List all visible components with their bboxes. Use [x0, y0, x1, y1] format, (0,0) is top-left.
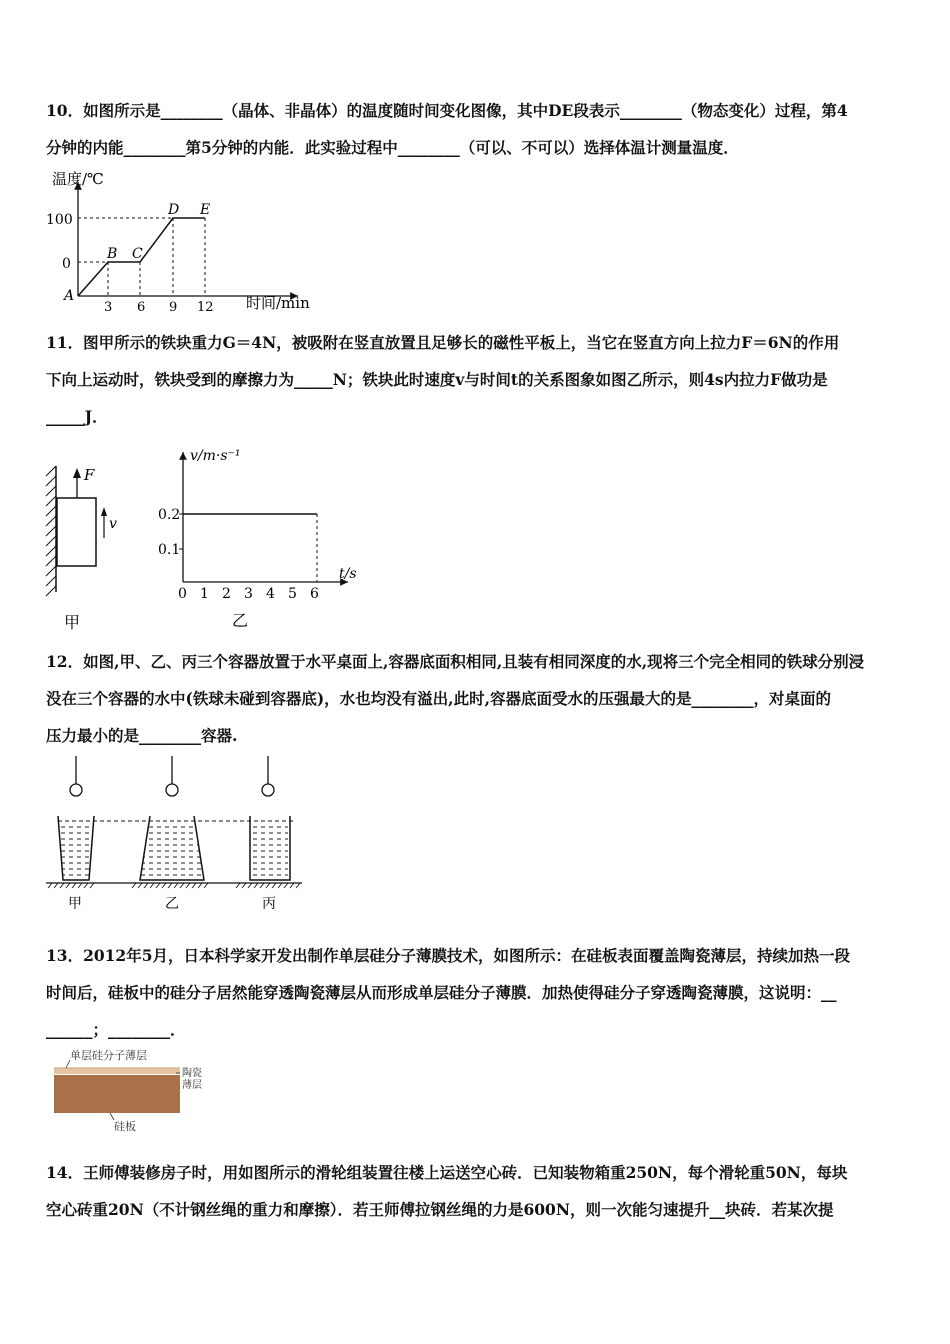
q12-containers-figure: [44, 752, 314, 916]
q13-silicon-film-figure: [48, 1044, 218, 1134]
q10-xtick-6: 6: [137, 300, 146, 315]
q10-xtick-3: 3: [104, 300, 113, 315]
question-10-line-1: 10．如图所示是________（晶体、非晶体）的温度随时间变化图像，其中DE段表示________（物态变化）过程，第4: [46, 101, 848, 120]
q13-silicon-film: [54, 1068, 180, 1074]
q11-y-label: v/m·s⁻¹: [190, 448, 241, 464]
q13-ceramic-label-1: 陶瓷: [182, 1068, 202, 1079]
question-11-line-2: 下向上运动时，铁块受到的摩擦力为_____N；铁块此时速度v与时间t的关系图象如图乙所示，则4s内拉力F做功是: [46, 370, 828, 389]
q10-temperature-graph: [40, 168, 330, 318]
q10-point-c: C: [132, 246, 143, 262]
q11-x-label: t/s: [339, 566, 357, 582]
q10-point-d: D: [168, 202, 180, 218]
q11-x-ticks: [178, 586, 319, 602]
q13-film-label: 单层硅分子薄层: [70, 1049, 147, 1062]
q10-x-label: 时间/min: [246, 294, 310, 312]
q11-velocity-arrowhead: [101, 507, 107, 516]
question-14-line-2: 空心砖重20N（不计钢丝绳的重力和摩擦）．若王师傅拉钢丝绳的力是600N，则一次能匀速提升__块砖．若某次提: [46, 1200, 834, 1219]
q11-ytick-0-2: 0.2: [158, 507, 181, 523]
q10-ytick-100: 100: [46, 212, 73, 228]
q10-xtick-12: 12: [197, 300, 214, 315]
question-13-line-1: 13．2012年5月，日本科学家开发出制作单层硅分子薄膜技术，如图所示：在硅板表面覆盖陶瓷薄层，持续加热一段: [46, 946, 850, 965]
q12-label-jia: 甲: [68, 896, 82, 912]
q11-velocity-time-graph: [152, 440, 372, 630]
q11-wall-hatching: [46, 466, 56, 596]
q12-label-yi: 乙: [165, 896, 179, 912]
q11-iron-block-figure: [44, 460, 124, 630]
q10-point-a: A: [64, 288, 75, 304]
question-13-line-3: ______；________．: [46, 1020, 186, 1039]
q11-ytick-0-1: 0.1: [158, 542, 181, 558]
q11-xtick: 0: [178, 586, 187, 602]
q11-xtick: 4: [266, 586, 275, 602]
q10-point-e: E: [200, 202, 211, 218]
q13-ceramic-label-2: 薄层: [182, 1080, 202, 1091]
question-13-line-2: 时间后，硅板中的硅分子居然能穿透陶瓷薄层从而形成单层硅分子薄膜．加热使得硅分子穿透陶瓷薄膜，这说明：__: [46, 983, 837, 1002]
q11-xtick: 6: [310, 586, 319, 602]
q12-container-bing: [250, 756, 290, 880]
q12-table-hatching: [48, 883, 300, 888]
question-10-line-2: 分钟的内能________第5分钟的内能．此实验过程中________（可以、不可以）选择体温计测量温度．: [46, 138, 739, 157]
question-12: [46, 643, 908, 754]
q11-velocity-label: v: [109, 516, 117, 532]
question-11-line-1: 11．图甲所示的铁块重力G＝4N，被吸附在竖直放置且足够长的磁性平板上，当它在竖直方向上拉力F＝6N的作用: [46, 333, 840, 352]
q12-container-yi: [140, 756, 204, 880]
question-10: [46, 92, 908, 166]
q11-xtick: 3: [244, 586, 253, 602]
q13-plate-pointer: [110, 1113, 114, 1120]
q11-xtick: 5: [288, 586, 297, 602]
q12-container-jia: [58, 756, 94, 880]
question-14-line-1: 14．王师傅装修房子时，用如图所示的滑轮组装置往楼上运送空心砖．已知装物箱重250N，每个滑轮重50N，每块: [46, 1163, 848, 1182]
q10-ytick-0: 0: [62, 256, 71, 272]
question-11-line-3: _____J．: [46, 407, 108, 426]
question-11: [46, 324, 908, 435]
question-12-line-3: 压力最小的是________容器.: [46, 726, 238, 745]
q10-point-b: B: [107, 246, 118, 262]
q11-iron-block: [57, 498, 96, 566]
q11-force-label: F: [84, 466, 95, 484]
q11-xtick: 1: [200, 586, 209, 602]
question-13: [46, 937, 908, 1048]
question-12-line-2: 没在三个容器的水中(铁球未碰到容器底)，水也均没有溢出,此时,容器底面受水的压强最大的是________，对桌面的: [46, 689, 831, 708]
q11-caption-jia: 甲: [64, 613, 81, 630]
q13-plate-label: 硅板: [114, 1120, 136, 1133]
q13-silicon-plate: [54, 1075, 180, 1113]
q10-xtick-9: 9: [169, 300, 178, 315]
q11-force-arrowhead: [73, 468, 81, 478]
q11-xtick: 2: [222, 586, 231, 602]
q11-caption-yi: 乙: [232, 611, 249, 630]
q10-y-label: 温度/℃: [52, 170, 104, 188]
question-14: [46, 1154, 908, 1228]
question-12-line-1: 12．如图,甲、乙、丙三个容器放置于水平桌面上,容器底面积相同,且装有相同深度的水,现将三个完全相同的铁球分别浸: [46, 652, 865, 671]
q12-label-bing: 丙: [262, 896, 276, 912]
